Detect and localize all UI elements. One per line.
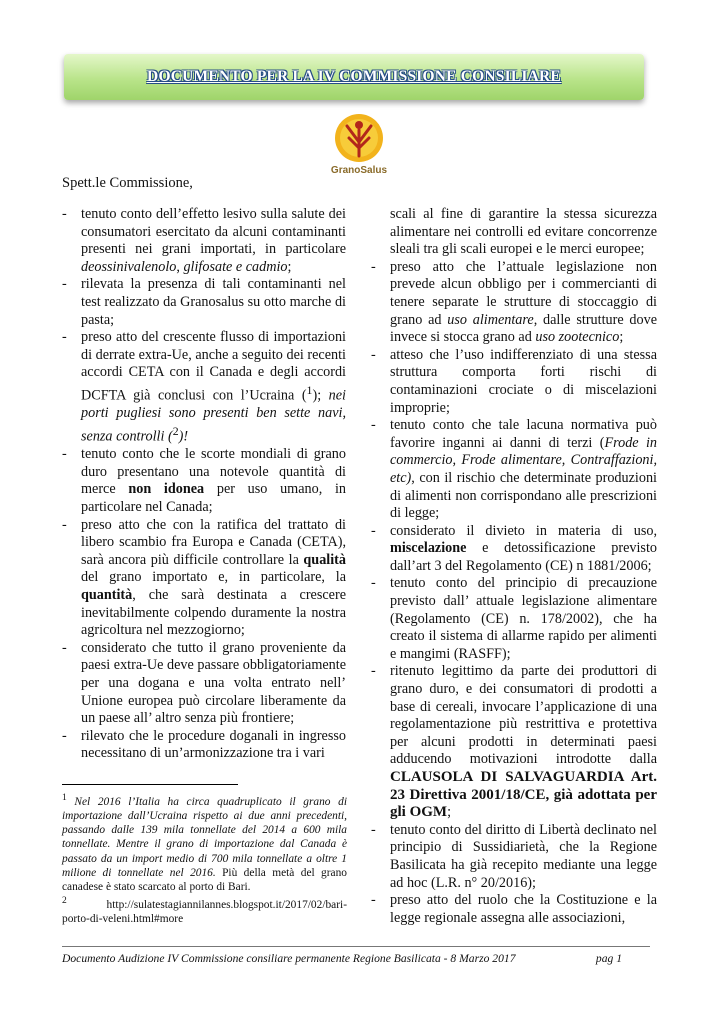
left-column [62, 206, 346, 763]
right-column [371, 206, 657, 927]
salutation: Spett.le Commissione, [62, 175, 193, 191]
footnote-link[interactable]: http://sulatestagiannilannes.blogspot.it/2017/02/bari-porto-di-veleni.html#more [62, 899, 347, 926]
list-item: - preso atto che con la ratifica del trattato di libero scambio fra Europa e Canada (CETA), sarà ancora più difficile controllare la qualità del grano importato e, in particolare, la quantità, che sarà destinata a crescere inevitabilmente colpendo duramente la nostra agricoltura nel mezzogiorno; [62, 516, 346, 639]
footnote-1: $^1$ Nel 2016 l’Italia ha circa quadruplicato il grano di importazione dall’Ucraina rispetto ai due anni precedenti, passando dalle 139 mila tonnellate del 2014 a 600 mila tonnellate. Mentre il grano di importazione dal Canada è passato da un import medio di 700 mila tonnellate a oltre 1 milione di tonnellate nel 2016. Più della metà del grano canadese è stato scarcato al porto di Bari. [62, 793, 347, 894]
logo-wordmark: GranoSalus [330, 165, 388, 176]
list-item: - preso atto che l’attuale legislazione non prevede alcun obbligo per i commercianti di tenere separate le strutture di stoccaggio di grano ad uso alimentare, dalle strutture dove invece si stocca grano ad uso zootecnico; [371, 258, 657, 346]
footnote-ref-1: 1 [306, 382, 313, 397]
list-item: - tenuto conto del diritto di Libertà declinato nel principio di Sussidiarietà, che la Regione Basilicata ha già recepito mediante una legge ad hoc (L.R. n° 20/2016); [371, 821, 657, 891]
list-item: - preso atto del crescente flusso di importazioni di derrate extra-Ue, anche a seguito dei recenti accordi CETA con il Canada e degli accordi DCFTA già conclusi con l’Ucraina ($^1$); nei porti pugliesi sono presenti ben sette navi, senza controlli ($^2$)! [62, 329, 346, 445]
granosalus-logo [325, 112, 393, 186]
footnote-separator [62, 784, 238, 785]
page-footer [62, 952, 650, 965]
list-item: - considerato il divieto in materia di uso, miscelazione e detossificazione previsto dall’art 3 del Regolamento (CE) n 1881/2006; [371, 522, 657, 574]
wheat-figure-icon [325, 112, 393, 166]
list-item: - tenuto conto che le scorte mondiali di grano duro presentano una notevole quantità di merce non idonea per uso umano, in particolare nel Canada; [62, 446, 346, 515]
list-item: - atteso che l’uso indifferenziato di una stessa struttura comporta forti rischi di contaminazioni crociate o di miscelazioni improprie; [371, 346, 657, 416]
footnote-2: $^2$ http://sulatestagiannilannes.blogspot.it/2017/02/bari-porto-di-veleni.html#more [62, 896, 347, 926]
page-number: pag 1 [595, 952, 622, 965]
list-item: - tenuto conto del principio di precauzione previsto dall’ attuale legislazione alimentare (Regolamento (CE) n. 178/2002), che ha creato il sistema di allarme rapido per alimenti e mangimi (RASFF); [371, 575, 657, 662]
list-item: - rilevato che le procedure doganali in ingresso necessitano di un’armonizzazione tra i vari [62, 727, 346, 762]
list-item: - ritenuto legittimo da parte dei produttori di grano duro, e dei consumatori di prodotti a base di cereali, invocare l’applicazione di una regolamentazione più restrittiva e protettiva per alcuni prodotti in determinati paesi adducendo motivazioni introdotte dalla CLAUSOLA DI SALVAGUARDIA Art. 23 Direttiva 2001/18/CE, già adottata per gli OGM; [371, 663, 657, 821]
document-title: DOCUMENTO PER LA IV COMMISSIONE CONSILIARE [147, 68, 561, 85]
footer-separator [62, 946, 650, 947]
footer-text: Documento Audizione IV Commissione consiliare permanente Regione Basilicata - 8 Marzo 2017 [62, 952, 516, 965]
list-item: - tenuto conto che tale lacuna normativa può favorire inganni ai danni di terzi (Frode in commercio, Frode alimentare, Contraffazioni, etc), con il rischio che determinate produzioni di alimenti non corrispondano alle prescrizioni di legge; [371, 417, 657, 522]
list-item: - considerato che tutto il grano proveniente da paesi extra-Ue deve passare obbligatoriamente per una dogana e una volta entrato nell’ Unione europea può circolare liberamente da un paese all’ altro senza più frontiere; [62, 639, 346, 727]
footnote-ref-2: 2 [172, 423, 179, 438]
list-item: - rilevata la presenza di tali contaminanti nel test realizzato da Granosalus su otto marche di pasta; [62, 276, 346, 328]
footnotes [62, 791, 347, 926]
list-item-continued: scali al fine di garantire la stessa sicurezza alimentare nei controlli ed evitare concorrenze sleali tra gli scali europei e le merci europee; [390, 206, 657, 258]
list-item: - tenuto conto dell’effetto lesivo sulla salute dei consumatori esercitato da alcuni contaminanti presenti nei grani importati, in particolare deossinivalenolo, glifosate e cadmio; [62, 206, 346, 275]
title-banner [64, 54, 644, 100]
list-item: - preso atto del ruolo che la Costituzione e la legge regionale assegna alle associazioni, [371, 892, 657, 926]
